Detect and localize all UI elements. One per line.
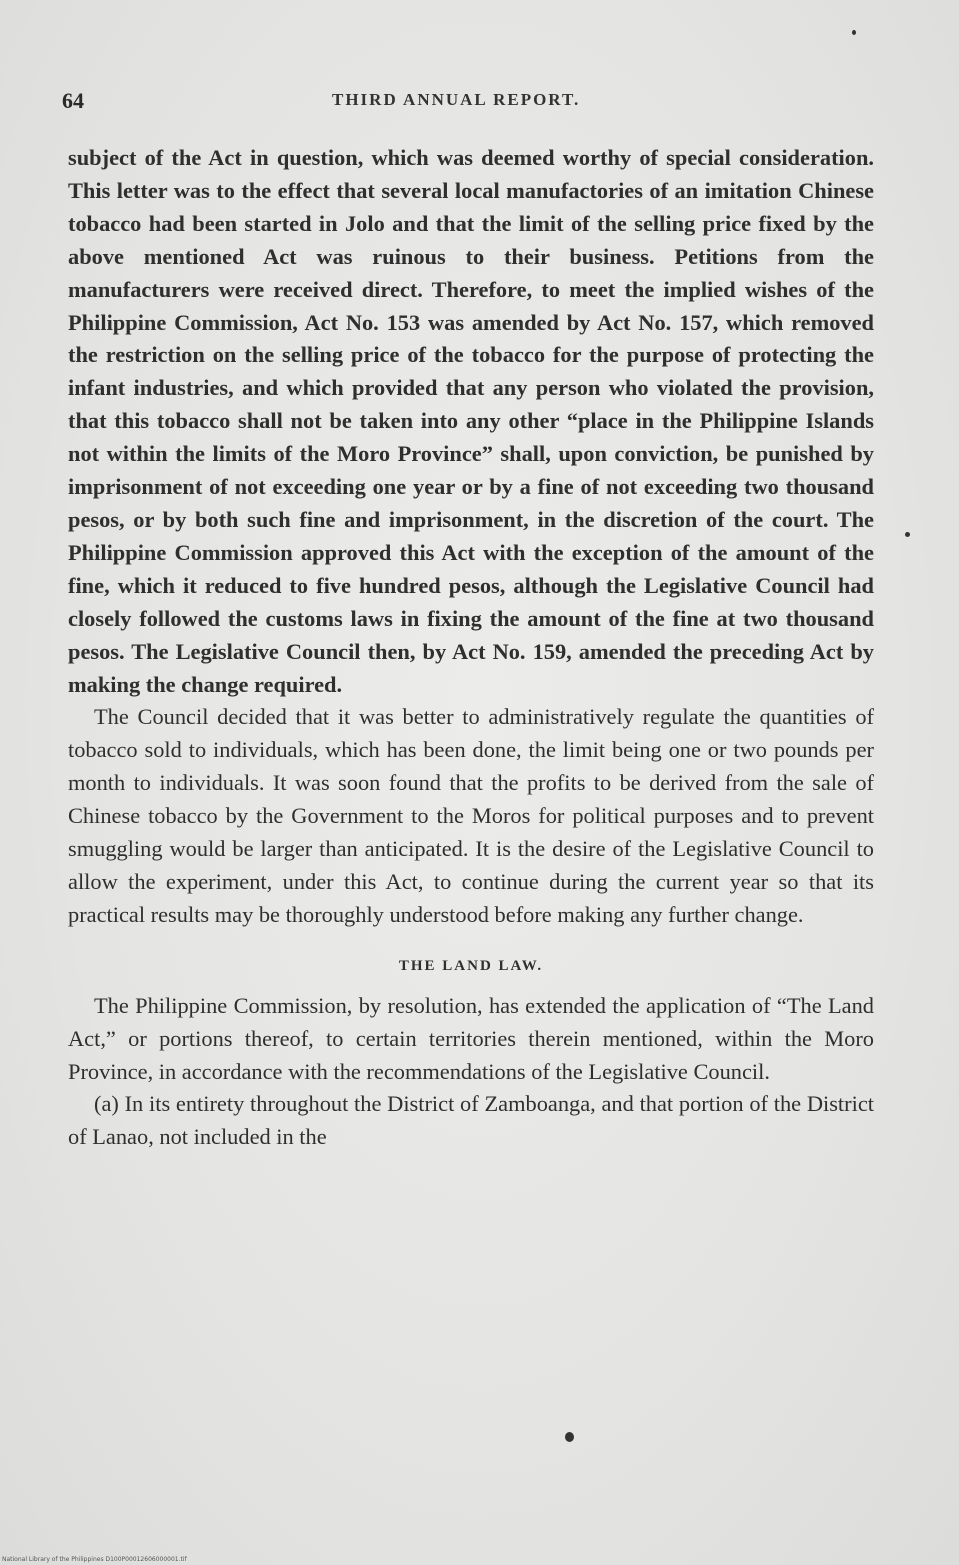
running-head: THIRD ANNUAL REPORT. (332, 90, 581, 109)
paragraph-district-zamboanga: (a) In its entirety throughout the District of Zamboanga, and that portion of the District of Lanao, not included in the (68, 1091, 874, 1150)
scan-speck (565, 1432, 574, 1442)
section-heading-land-law: THE LAND LAW. (398, 957, 544, 974)
paragraph-land-act: The Philippine Commission, by resolution, has extended the application of “The Land Act,” or portions thereof, to certain territories therein mentioned, within the Moro Province, in accordance with the recommendations of the Legislative Council. (68, 992, 874, 1084)
page-header (62, 88, 874, 118)
body-text (68, 142, 874, 1154)
scan-speck (852, 30, 856, 35)
scan-speck (905, 532, 910, 537)
paragraph-council-decision: The Council decided that it was better to administratively regulate the quantities of tobacco sold to individuals, which has been done, the limit being one or two pounds per month to individuals. It was soon found that the profits to be derived from the sale of Chinese tobacco by the Government to the Moros for political purposes and to prevent smuggling would be larger than anticipated. It is the desire of the Legislative Council to allow the experiment, under this Act, to continue during the current year so that its practical results may be thoroughly understood before making any further change. (68, 704, 874, 927)
scan-credit: National Library of the Philippines D100P00012606000001.tif (2, 1556, 187, 1563)
page-number: 64 (62, 88, 84, 113)
paragraph-tobacco-act: subject of the Act in question, which was deemed worthy of special consideration. This letter was to the effect that several local manufactories of an imitation Chinese tobacco had been started in Jolo and that the limit of the selling price fixed by the above mentioned Act was ruinous to their business. Petitions from the manufacturers were received direct. Therefore, to meet the implied wishes of the Philippine Commission, Act No. 153 was amended by Act No. 157, which removed the restriction on the selling price of the tobacco for the purpose of protecting the infant industries, and which provided that any person who violated the provision, that this tobacco shall not be taken into any other “place in the Philippine Islands not within the limits of the Moro Province” shall, upon conviction, be punished by imprisonment of not exceeding one year or by a fine of not exceeding two thousand pesos, or by both such fine and imprisonment, in the discretion of the court. The Philippine Commission approved this Act with the exception of the amount of the fine, which it reduced to five hundred pesos, although the Legislative Council had closely followed the customs laws in fixing the amount of the fine at two thousand pesos. The Legislative Council then, by Act No. 159, amended the preceding Act by making the change required. (68, 145, 874, 697)
